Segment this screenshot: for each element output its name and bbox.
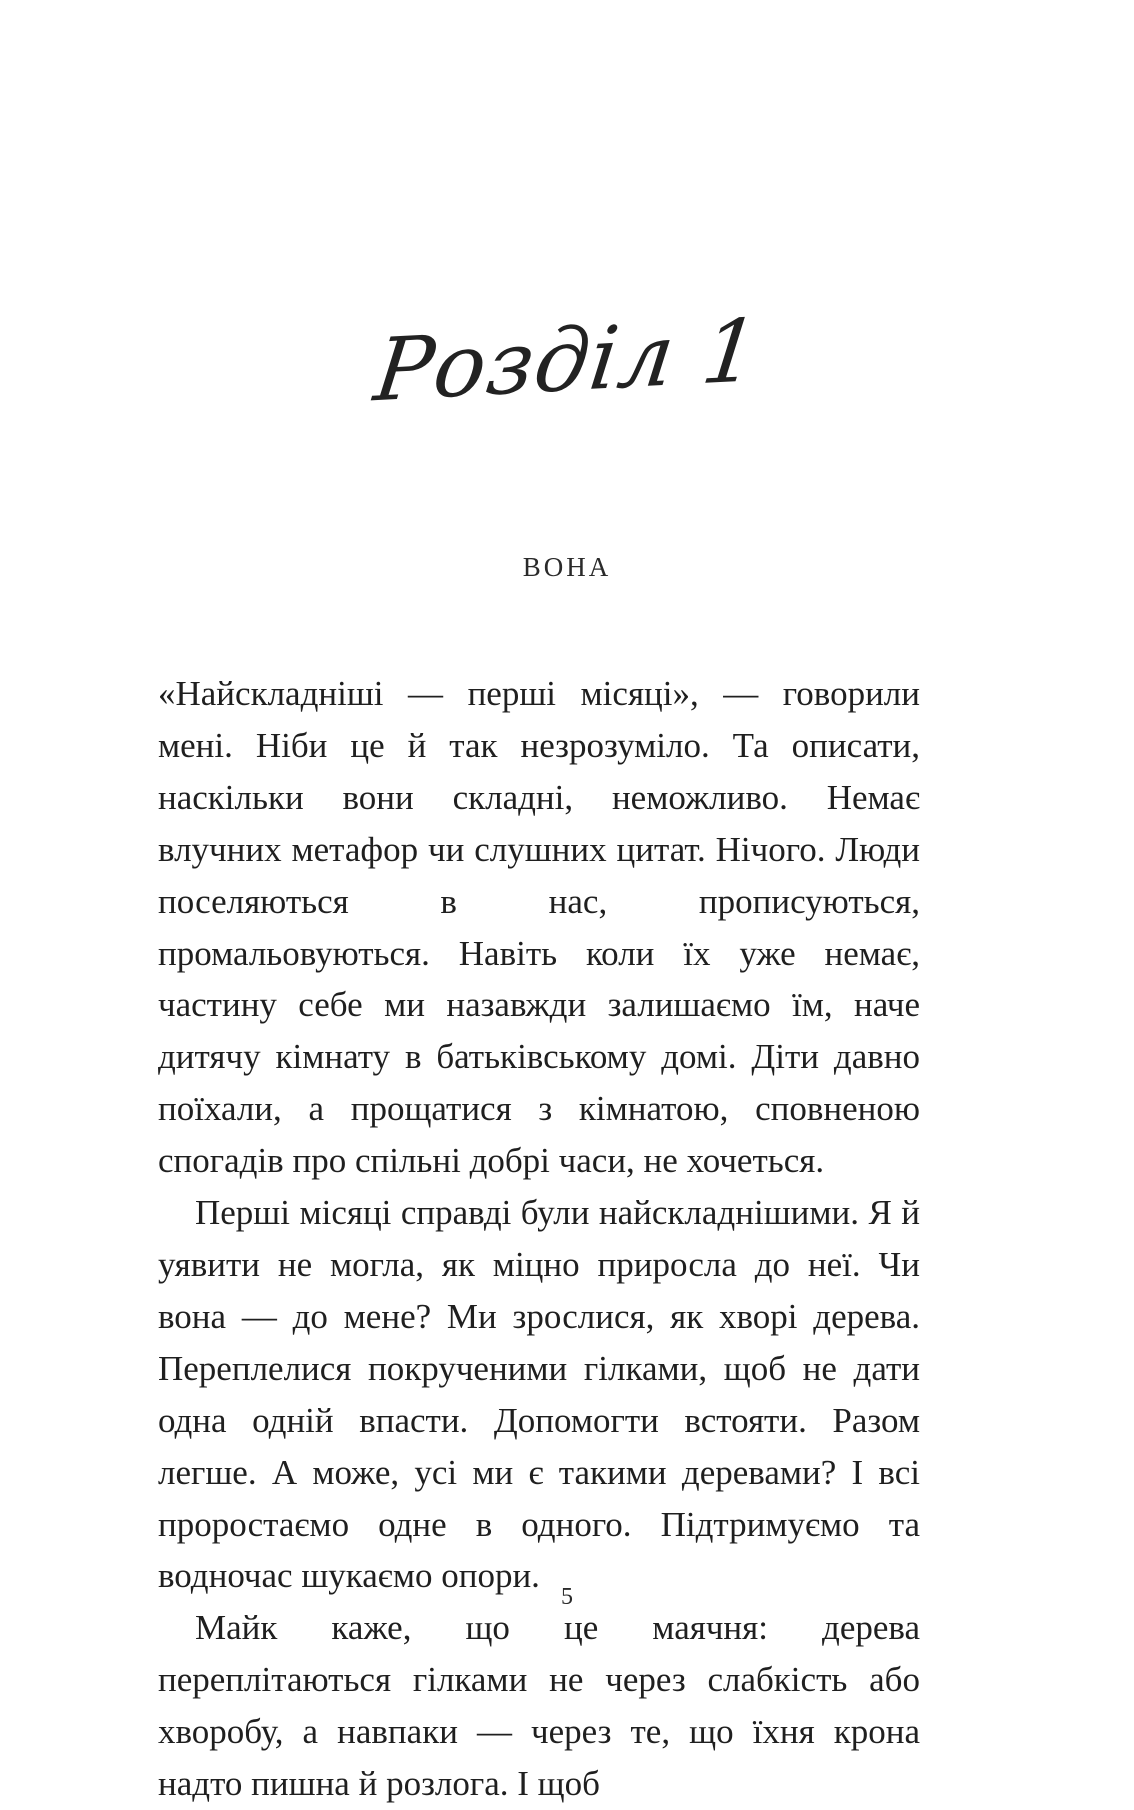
- page-number: 5: [561, 1584, 573, 1610]
- paragraph-2: Перші місяці справді були найскладнішими. Я й уявити не могла, як міцно приросла до неї. Чи вона — до мене? Ми зрослися, як хворі дерева. Переплелися покрученими гілками, щоб не дати одна одній впасти. Допомогти встояти. Разом легше. А може, усі ми є такими деревами? І всі проростаємо одне в одного. Підтримуємо та водночас шукаємо опори.: [158, 1193, 920, 1596]
- chapter-body: [158, 668, 920, 1810]
- paragraph-1: «Найскладніші — перші місяці», — говорили мені. Ніби це й так незрозуміло. Та описати, наскільки вони складні, неможливо. Немає влучних метафор чи слушних цитат. Нічого. Люди поселяються в нас, прописуються, промальовуються. Навіть коли їх уже немає, частину себе ми назавжди залишаємо їм, наче дитячу кімнату в батьківському домі. Діти давно поїхали, а прощатися з кімнатою, сповненою спогадів про спільні добрі часи, не хочеться.: [158, 674, 920, 1181]
- section-heading: ВОНА: [522, 552, 612, 582]
- chapter-title: Розділ 1: [369, 300, 765, 422]
- paragraph-3: Майк каже, що це маячня: дерева переплітаються гілками не через слабкість або хворобу, а навпаки — через те, що їхня крона надто пишна й розлога. І щоб: [158, 1608, 920, 1804]
